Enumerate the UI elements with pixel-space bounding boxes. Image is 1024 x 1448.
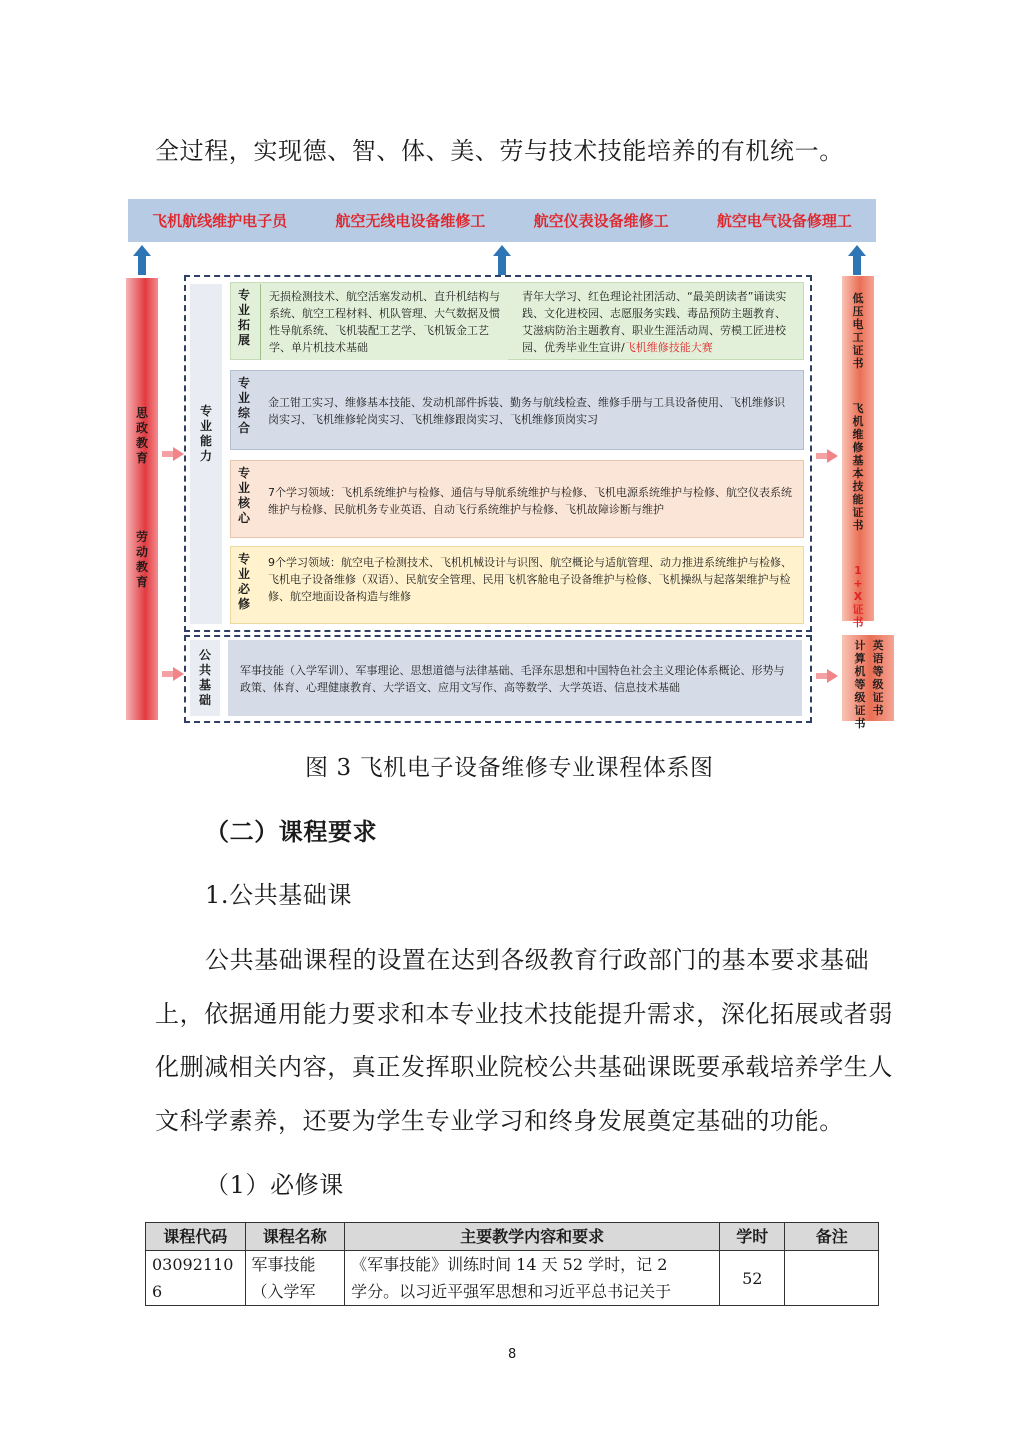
curriculum-diagram — [124, 198, 910, 728]
ability-label: 专业能力 — [199, 404, 212, 463]
up-arrow-icon — [133, 245, 151, 275]
col-content: 主要教学内容和要求 — [345, 1223, 720, 1251]
cell-name: 军事技能 （入学军 — [245, 1251, 345, 1306]
section-heading: （二）课程要求 — [205, 818, 378, 846]
col-code: 课程代码 — [146, 1223, 246, 1251]
cert-english: 英语等级证书 — [872, 639, 884, 717]
cell-content: 《军事技能》训练时间 14 天 52 学时，记 2 学分。以习近平强军思想和习近平总书记关于 — [345, 1251, 720, 1306]
cert-maintenance: 飞机维修基本技能证书 — [852, 402, 864, 532]
cell-note — [785, 1251, 879, 1306]
col-hours: 学时 — [720, 1223, 785, 1251]
public-text: 军事技能（入学军训）、军事理论、思想道德与法律基础、毛泽东思想和中国特色社会主义理论体系概论、形势与政策、体育、心理健康教育、大学语文、应用文写作、高等数学、大学英语、信息技术基础 — [240, 664, 785, 694]
job-2: 航空无线电设备维修工 — [335, 212, 486, 230]
public-label: 公共基础 — [198, 648, 211, 707]
intro-line: 全过程，实现德、智、体、美、劳与技术技能培养的有机统一。 — [155, 137, 844, 165]
sub-heading: 1.公共基础课 — [205, 881, 353, 909]
up-arrow-icon — [493, 245, 511, 275]
row-text-expand-left: 无损检测技术、航空活塞发动机、直升机结构与系统、航空工程材料、机队管理、大气数据及惯性导航系统、飞机装配工艺学、飞机钣金工艺学、单片机技术基础 — [260, 284, 508, 360]
cert-1x: 1+X证书 — [852, 564, 864, 629]
job-3: 航空仪表设备维修工 — [533, 212, 669, 230]
sub-sub-heading: （1）必修课 — [205, 1171, 344, 1199]
row-label-required: 专业必修 — [237, 552, 250, 611]
cell-code: 03092110 6 — [146, 1251, 246, 1306]
cert-bar — [842, 276, 874, 629]
cert-computer: 计算机等级证书 — [854, 639, 866, 730]
right-arrow-icon — [816, 449, 838, 463]
table-row — [146, 1251, 879, 1306]
row-text-comprehensive: 金工钳工实习、维修基本技能、发动机部件拆装、勤务与航线检查、维修手册与工具设备使用、飞机维修识岗实习、飞机维修轮岗实习、飞机维修跟岗实习、飞机维修顶岗实习 — [268, 396, 785, 426]
public-label-box — [190, 640, 220, 716]
figure-caption: 图 3 飞机电子设备维修专业课程体系图 — [305, 755, 714, 781]
cell-hours: 52 — [720, 1251, 785, 1306]
right-arrow-icon — [816, 669, 838, 683]
col-name: 课程名称 — [245, 1223, 345, 1251]
ideology-label: 思政教育 — [135, 406, 148, 465]
row-text-core: 7个学习领域：飞机系统维护与检修、通信与导航系统维护与检修、飞机电源系统维护与检修、航空仪表系统维护与检修、民航机务专业英语、自动飞行系统维护与检修、飞机故障诊断与维护 — [268, 486, 792, 516]
right-arrow-icon — [162, 447, 184, 461]
row-text-expand-right: 青年大学习、红色理论社团活动、“最美朗读者”诵读实践、文化进校园、志愿服务实践、毒品预防主题教育、艾滋病防治主题教育、职业生涯活动周、劳模工匠进校园、优秀毕业生宣讲/飞机维修技能大赛 — [522, 290, 787, 354]
course-table — [145, 1222, 879, 1306]
up-arrow-icon — [848, 245, 866, 275]
paragraph-line-1: 公共基础课程的设置在达到各级教育行政部门的基本要求基础 — [205, 946, 870, 974]
cert-bar-2 — [842, 635, 894, 730]
job-4: 航空电气设备修理工 — [716, 212, 852, 230]
row-text-required: 9个学习领域：航空电子检测技术、飞机机械设计与识图、航空概论与适航管理、动力推进系统维护与检修、飞机电子设备维修（双语）、民航安全管理、民用飞机客舱电子设备维护与检修、飞机操纵与起落架维护与检修、航空地面设备构造与维修 — [268, 556, 792, 603]
job-1: 飞机航线维护电子员 — [152, 212, 288, 230]
page-number: 8 — [508, 1347, 517, 1362]
paragraph-line-4: 文科学素养，还要为学生专业学习和终身发展奠定基础的功能。 — [155, 1107, 844, 1135]
paragraph-line-3: 化删减相关内容，真正发挥职业院校公共基础课既要承载培养学生人 — [155, 1053, 893, 1081]
table-header-row — [146, 1223, 879, 1251]
paragraph-line-2: 上，依据通用能力要求和本专业技术技能提升需求，深化拓展或者弱 — [155, 1000, 893, 1028]
job-bar — [128, 199, 876, 242]
right-arrow-icon — [162, 667, 184, 681]
left-education-bar — [126, 278, 158, 720]
col-note: 备注 — [785, 1223, 879, 1251]
labor-label: 劳动教育 — [135, 530, 148, 589]
row-label-core: 专业核心 — [237, 466, 250, 525]
cert-low-voltage: 低压电工证书 — [852, 292, 864, 370]
row-label-comprehensive: 专业综合 — [237, 376, 250, 435]
row-label-expand: 专业拓展 — [237, 288, 250, 347]
ability-column — [190, 284, 222, 624]
